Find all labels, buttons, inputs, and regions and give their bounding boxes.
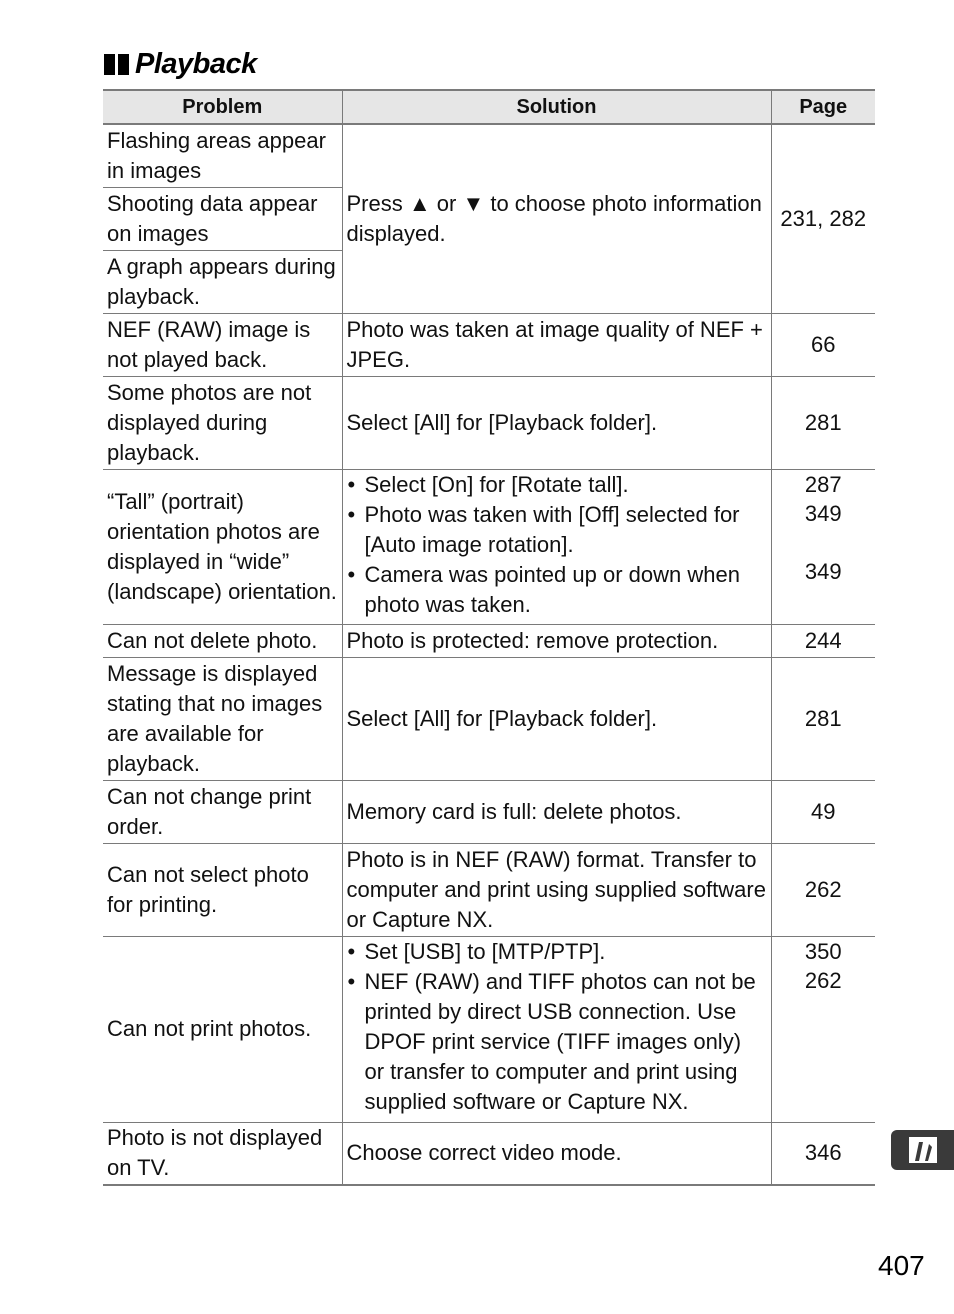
page-ref: 262	[804, 967, 842, 993]
table-row	[103, 657, 875, 780]
table-row	[103, 936, 875, 1122]
page-ref: 350	[804, 938, 842, 964]
solution-cell	[342, 124, 771, 313]
tools-tab-icon	[906, 1135, 940, 1165]
page-cell: 231, 282	[771, 124, 875, 313]
solution-list	[347, 937, 767, 1117]
problem-cell: Flashing areas appear in images	[103, 124, 342, 187]
up-arrow-icon: ▲	[408, 190, 431, 216]
solution-cell: Choose correct video mode.	[342, 1122, 771, 1185]
header-page: Page	[771, 90, 875, 124]
page-cell: 281	[771, 657, 875, 780]
solution-text: Press	[346, 190, 409, 216]
page-cell: 244	[771, 624, 875, 657]
problem-cell: Can not select photo for printing.	[103, 843, 342, 936]
problem-cell: Shooting data appear on images	[103, 187, 342, 250]
list-item: • Photo was taken with [Off] selected for [Auto image rotation].	[347, 500, 767, 560]
problem-cell: NEF (RAW) image is not played back.	[103, 313, 342, 376]
section-tab	[891, 1130, 954, 1170]
solution-cell: Memory card is full: delete photos.	[342, 780, 771, 843]
problem-cell: Can not print photos.	[103, 936, 342, 1122]
page-ref: 287	[804, 471, 842, 497]
page-cell: 262	[771, 843, 875, 936]
header-problem: Problem	[103, 90, 342, 124]
list-item: • Set [USB] to [MTP/PTP].	[347, 937, 767, 967]
solution-cell: Photo was taken at image quality of NEF + JPEG.	[342, 313, 771, 376]
section-title: Playback	[135, 48, 257, 80]
down-arrow-icon: ▼	[462, 190, 485, 216]
problem-cell: Some photos are not displayed during playback.	[103, 376, 342, 469]
table-row	[103, 469, 875, 624]
problem-cell: Can not change print order.	[103, 780, 342, 843]
problem-cell: Can not delete photo.	[103, 624, 342, 657]
table-header-row	[103, 90, 875, 124]
solution-cell: Select [All] for [Playback folder].	[342, 657, 771, 780]
page-ref: 349	[804, 500, 842, 526]
solution-cell	[342, 936, 771, 1122]
page-cell: 66	[771, 313, 875, 376]
page-cell	[771, 936, 875, 1122]
problem-cell: “Tall” (portrait) orientation photos are displayed in “wide” (landscape) orientation.	[103, 469, 342, 624]
table-row	[103, 624, 875, 657]
list-item: • Camera was pointed up or down when photo was taken.	[347, 560, 767, 620]
page-cell: 49	[771, 780, 875, 843]
solution-cell: Select [All] for [Playback folder].	[342, 376, 771, 469]
solution-cell: Photo is protected: remove protection.	[342, 624, 771, 657]
page-cell: 281	[771, 376, 875, 469]
troubleshooting-table	[103, 89, 875, 1186]
table-row	[103, 376, 875, 469]
list-item: • Select [On] for [Rotate tall].	[347, 470, 767, 500]
problem-cell: A graph appears during playback.	[103, 250, 342, 313]
solution-text: or	[430, 190, 463, 216]
table-row	[103, 313, 875, 376]
section-marker-icon	[104, 54, 129, 75]
solution-cell	[342, 469, 771, 624]
solution-list	[347, 470, 767, 620]
table-row	[103, 1122, 875, 1185]
problem-cell: Message is displayed stating that no images are available for playback.	[103, 657, 342, 780]
table-row	[103, 124, 875, 187]
page-cell	[771, 469, 875, 624]
solution-text: to choose photo information displayed.	[346, 190, 762, 246]
page-number: 407	[878, 1250, 925, 1281]
header-solution: Solution	[342, 90, 771, 124]
page-cell: 346	[771, 1122, 875, 1185]
section-heading	[104, 48, 257, 81]
problem-cell: Photo is not displayed on TV.	[103, 1122, 342, 1185]
table-row	[103, 843, 875, 936]
solution-cell: Photo is in NEF (RAW) format. Transfer to computer and print using supplied software or Capture NX.	[342, 843, 771, 936]
table-row	[103, 780, 875, 843]
page-ref: 349	[804, 558, 842, 584]
list-item: • NEF (RAW) and TIFF photos can not be printed by direct USB connection. Use DPOF print service (TIFF images only) or transfer to computer and print using supplied software or Capture NX.	[347, 967, 767, 1117]
